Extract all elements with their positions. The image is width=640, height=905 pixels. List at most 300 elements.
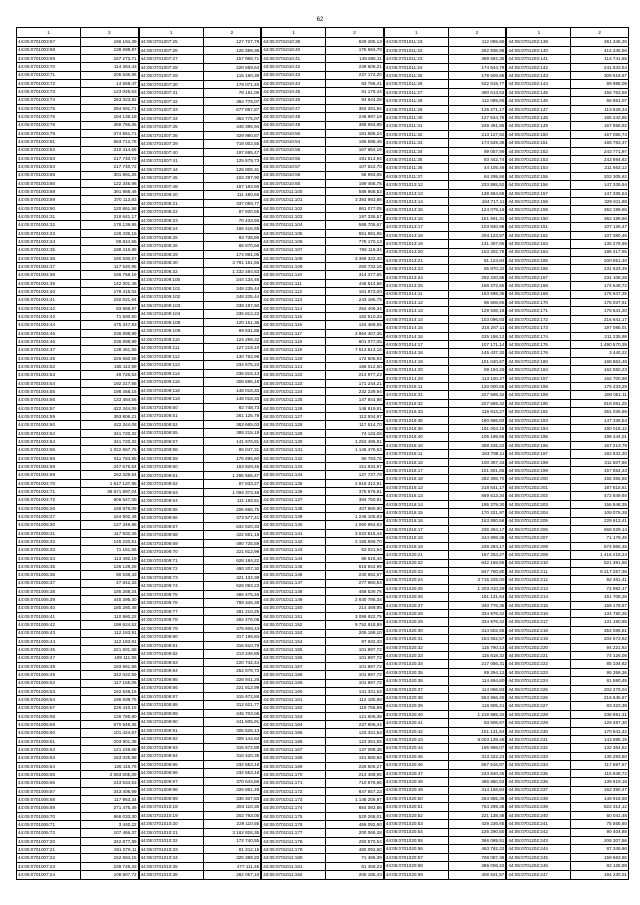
- table-row: [139, 55, 261, 64]
- table-row: [139, 820, 261, 829]
- table-row: [139, 420, 261, 429]
- cadastral-value: 237 906,44: [326, 721, 384, 729]
- cadastral-number: 44:05:0701008:20: [139, 191, 203, 200]
- cadastral-value: 243 186,75: [326, 296, 384, 304]
- table-row: [384, 836, 506, 844]
- cadastral-value: 221 812,99: [203, 548, 261, 557]
- cadastral-value: 206 666,75: [203, 505, 261, 514]
- cadastral-number: 44:05:0701010:44: [262, 79, 326, 87]
- cadastral-value: 354 086,81: [571, 626, 629, 634]
- cadastral-number: 44:05:0701202:217: [507, 618, 571, 626]
- cadastral-value: 103 096,83: [448, 315, 506, 323]
- table-row: [139, 412, 261, 421]
- table-row: [139, 641, 261, 650]
- cadastral-number: 44:05:0701007:34: [139, 114, 203, 123]
- cadastral-value: 103 840,98: [448, 223, 506, 231]
- cadastral-number: 44:05:0701010:49: [262, 121, 326, 129]
- cadastral-number: 44:05:0701011:151: [262, 612, 326, 620]
- cadastral-value: 172 740,55: [203, 837, 261, 846]
- table-row: [262, 729, 384, 737]
- cadastral-number: 44:05:0701016:16: [384, 517, 448, 525]
- cadastral-value: 226 650,56: [81, 354, 139, 362]
- cadastral-value: 205 185,43: [326, 871, 384, 880]
- table-row: [262, 871, 384, 880]
- cadastral-value: 250 732,16: [326, 263, 384, 271]
- table-row: [17, 479, 139, 487]
- cadastral-value: 93 728,86: [203, 233, 261, 242]
- cadastral-number: 44:05:0701004:69: [17, 471, 81, 479]
- table-row: [507, 761, 629, 769]
- cadastral-value: 184 135,18: [81, 113, 139, 121]
- table-row: [17, 204, 139, 212]
- cadastral-value: 232 653,18: [203, 760, 261, 769]
- cadastral-number: 44:05:0701006:64: [17, 762, 81, 770]
- cadastral-value: 801 077,05: [326, 338, 384, 346]
- cadastral-number: 44:05:0701014:18: [384, 349, 448, 357]
- cadastral-value: 241 633,54: [571, 63, 629, 71]
- cadastral-number: 44:05:0701011:105: [262, 229, 326, 237]
- cadastral-value: 182 510,33: [326, 313, 384, 321]
- cadastral-number: 44:05:0701003:71: [17, 71, 81, 79]
- table-row: [507, 240, 629, 248]
- cadastral-value: 191 514,94: [326, 154, 384, 162]
- cadastral-value: 148 018,33: [203, 386, 261, 395]
- cadastral-number: 44:05:0701202:237: [507, 786, 571, 794]
- cadastral-value: 126 336,15: [81, 229, 139, 237]
- cadastral-value: 628 194,22: [203, 556, 261, 565]
- cadastral-number: 44:05:0701202:223: [507, 668, 571, 676]
- cadastral-number: 44:05:0701003:68: [17, 46, 81, 54]
- table-row: [262, 63, 384, 71]
- table-row: [384, 105, 506, 113]
- cadastral-value: 179 071,40: [203, 80, 261, 89]
- cadastral-value: 171 244,21: [326, 379, 384, 387]
- cadastral-number: 44:05:0701202:208: [507, 542, 571, 550]
- cadastral-value: 187 334,27: [448, 551, 506, 559]
- table-row: [262, 479, 384, 487]
- table-row: [507, 206, 629, 214]
- cadastral-value: 159 663,86: [571, 853, 629, 861]
- table-row: [17, 46, 139, 54]
- cadastral-number: 44:05:0701010:36: [139, 871, 203, 880]
- cadastral-number: 44:05:0701004:66: [17, 454, 81, 462]
- cadastral-value: 111 460,56: [203, 191, 261, 200]
- table-block: [16, 27, 139, 880]
- cadastral-number: 44:05:0701011:143: [262, 546, 326, 554]
- cadastral-number: 44:05:0701009:83: [139, 658, 203, 667]
- table-row: [262, 579, 384, 587]
- cadastral-number: 44:05:0701202:140: [507, 46, 571, 54]
- cadastral-number: 44:05:0701011:31: [384, 122, 448, 130]
- table-row: [262, 846, 384, 854]
- cadastral-value: 186 012,50: [326, 363, 384, 371]
- cadastral-value: 3 393 993,86: [326, 196, 384, 204]
- cadastral-number: 44:05:0701007:30: [139, 80, 203, 89]
- cadastral-number: 44:05:0701202:241: [507, 820, 571, 828]
- cadastral-number: 44:05:0701009:94: [139, 752, 203, 761]
- table-row: [17, 404, 139, 412]
- cadastral-value: 174 648,72: [571, 282, 629, 290]
- header-row: [384, 28, 506, 38]
- table-row: [139, 862, 261, 871]
- cadastral-number: 44:05:0701004:34: [17, 238, 81, 246]
- cadastral-number: 44:05:0701202:162: [507, 231, 571, 239]
- cadastral-value: 174 991,05: [203, 250, 261, 259]
- cadastral-number: 44:05:0701202:216: [507, 609, 571, 617]
- cadastral-number: 44:05:0701011:36: [384, 164, 448, 172]
- cadastral-value: 466 880,53: [448, 778, 506, 786]
- cadastral-number: 44:05:0701202:151: [507, 139, 571, 147]
- table-row: [139, 335, 261, 344]
- cadastral-value: 386 006,22: [448, 862, 506, 870]
- cadastral-number: 44:05:0701010:41: [262, 54, 326, 62]
- cadastral-number: 44:05:0701016:15: [384, 509, 448, 517]
- cadastral-number: 44:05:0701020:36: [384, 677, 448, 685]
- table-row: [17, 821, 139, 829]
- table-row: [17, 662, 139, 670]
- cadastral-number: 44:05:0701010:18: [139, 803, 203, 812]
- table-row: [139, 216, 261, 225]
- table-row: [507, 105, 629, 113]
- table-row: [507, 567, 629, 575]
- cadastral-value: 71 151,56: [81, 546, 139, 554]
- cadastral-value: 192 217,66: [81, 379, 139, 387]
- cadastral-value: 95 356,36: [571, 668, 629, 676]
- table-row: [384, 685, 506, 693]
- cadastral-number: 44:05:0701202:202: [507, 492, 571, 500]
- cadastral-value: 131 331,53: [326, 687, 384, 695]
- cadastral-number: 44:05:0701013:18: [384, 231, 448, 239]
- cadastral-value: 124 469,55: [326, 321, 384, 329]
- cadastral-number: 44:05:0701008:26: [139, 242, 203, 251]
- cadastral-value: 226 290,50: [448, 828, 506, 836]
- table-row: [262, 446, 384, 454]
- table-row: [139, 386, 261, 395]
- cadastral-value: 312 621,77: [203, 701, 261, 710]
- cadastral-value: 1 416 216,24: [571, 551, 629, 559]
- table-row: [139, 46, 261, 55]
- table-row: [507, 114, 629, 122]
- cadastral-value: 250 570,54: [326, 837, 384, 845]
- cadastral-value: 472 849,94: [571, 492, 629, 500]
- table-row: [17, 238, 139, 246]
- table-row: [139, 182, 261, 191]
- cadastral-number: 44:05:0701013:20: [384, 248, 448, 256]
- cadastral-value: 114 694,80: [448, 677, 506, 685]
- cadastral-number: 44:05:0701004:38: [17, 271, 81, 279]
- cadastral-number: 44:05:0701013:12: [384, 181, 448, 189]
- cadastral-value: 89 057,99: [448, 147, 506, 155]
- table-row: [17, 163, 139, 171]
- cadastral-number: 44:05:0701202:243: [507, 836, 571, 844]
- cadastral-value: 113 492,19: [81, 554, 139, 562]
- cadastral-value: 341 720,32: [81, 429, 139, 437]
- table-row: [139, 871, 261, 880]
- cadastral-number: 44:05:0701009:70: [139, 548, 203, 557]
- cadastral-number: 44:05:0701004:48: [17, 354, 81, 362]
- cadastral-number: 44:05:0701020:29: [384, 618, 448, 626]
- table-row: [139, 267, 261, 276]
- table-row: [262, 529, 384, 537]
- cadastral-number: 44:05:0701011:147: [262, 579, 326, 587]
- table-row: [17, 746, 139, 754]
- cadastral-number: 44:05:0701004:52: [17, 363, 81, 371]
- cadastral-number: 44:05:0701006:32: [17, 537, 81, 545]
- cadastral-value: 829 285,13: [326, 38, 384, 46]
- cadastral-number: 44:05:0701016:19: [384, 542, 448, 550]
- cadastral-number: 44:05:0701004:71: [17, 487, 81, 495]
- table-row: [507, 198, 629, 206]
- table-row: [17, 729, 139, 737]
- cadastral-number: 44:05:0701020:30: [384, 626, 448, 634]
- table-row: [17, 454, 139, 462]
- cadastral-number: 44:05:0701011:149: [262, 596, 326, 604]
- cadastral-number: 44:05:0701004:44: [17, 321, 81, 329]
- cadastral-number: 44:05:0701011:164: [262, 721, 326, 729]
- table-row: [139, 607, 261, 616]
- table-row: [384, 786, 506, 794]
- table-row: [507, 122, 629, 130]
- table-row: [507, 416, 629, 424]
- cadastral-number: 44:05:0701006:69: [17, 804, 81, 812]
- table-row: [384, 601, 506, 609]
- cadastral-number: 44:05:0701020:59: [384, 870, 448, 879]
- table-row: [262, 71, 384, 79]
- table-row: [384, 97, 506, 105]
- cadastral-number: 44:05:0701006:34: [17, 554, 81, 562]
- cadastral-number: 44:05:0701011:130: [262, 438, 326, 446]
- cadastral-number: 44:05:0701006:54: [17, 696, 81, 704]
- cadastral-number: 44:05:0701202:196: [507, 441, 571, 449]
- table-row: [384, 114, 506, 122]
- cadastral-number: 44:05:0701011:101: [262, 196, 326, 204]
- table-row: [384, 727, 506, 735]
- table-row: [17, 388, 139, 396]
- cadastral-value: 149 918,68: [571, 794, 629, 802]
- table-row: [507, 88, 629, 96]
- cadastral-number: 44:05:0701004:35: [17, 246, 81, 254]
- table-row: [17, 471, 139, 479]
- cadastral-number: 44:05:0701011:154: [262, 637, 326, 645]
- table-row: [17, 704, 139, 712]
- table-row: [262, 562, 384, 570]
- table-row: [139, 361, 261, 370]
- cadastral-value: 126 129,29: [81, 562, 139, 570]
- cadastral-number: 44:05:0701010:35: [139, 862, 203, 871]
- cadastral-value: 217 740,72: [81, 154, 139, 162]
- cadastral-number: 44:05:0701020:56: [384, 845, 448, 853]
- cadastral-number: 44:05:0701004:72: [17, 496, 81, 504]
- table-row: [507, 593, 629, 601]
- cadastral-number: 44:05:0701010:48: [262, 113, 326, 121]
- cadastral-value: 822 314,12: [571, 803, 629, 811]
- cadastral-number: 44:05:0701011:137: [262, 496, 326, 504]
- table-row: [507, 752, 629, 760]
- cadastral-number: 44:05:0701004:42: [17, 304, 81, 312]
- cadastral-number: 44:05:0701202:142: [507, 63, 571, 71]
- table-row: [17, 104, 139, 112]
- cadastral-value: 574 966,45: [571, 542, 629, 550]
- table-row: [139, 760, 261, 769]
- cadastral-number: 44:05:0701011:175: [262, 812, 326, 820]
- cadastral-number: 44:05:0701011:129: [262, 429, 326, 437]
- table-row: [17, 179, 139, 187]
- table-row: [139, 369, 261, 378]
- cadastral-number: 44:05:0701020:34: [384, 660, 448, 668]
- cadastral-number: 44:05:0701202:213: [507, 584, 571, 592]
- cadastral-number: 44:05:0701202:212: [507, 576, 571, 584]
- cadastral-number: 44:05:0701020:27: [384, 601, 448, 609]
- cadastral-value: 361 346,20: [571, 38, 629, 46]
- cadastral-number: 44:05:0701011:23: [384, 55, 448, 63]
- table-row: [507, 332, 629, 340]
- table-row: [384, 181, 506, 189]
- table-row: [507, 685, 629, 693]
- cadastral-value: 765 119,34: [326, 246, 384, 254]
- cadastral-value: 366 069,51: [448, 836, 506, 844]
- cadastral-value: 94 221,62: [571, 643, 629, 651]
- table-row: [262, 54, 384, 62]
- cadastral-number: 44:05:0701006:40: [17, 604, 81, 612]
- cadastral-number: 44:05:0701016:32: [384, 399, 448, 407]
- cadastral-number: 44:05:0701009:85: [139, 675, 203, 684]
- cadastral-value: 310 420,35: [203, 752, 261, 761]
- cadastral-value: 308 144,84: [203, 735, 261, 744]
- table-row: [17, 354, 139, 362]
- cadastral-value: 235 812,22: [203, 310, 261, 319]
- cadastral-value: 305 626,13: [203, 726, 261, 735]
- cadastral-number: 44:05:0701202:159: [507, 206, 571, 214]
- cadastral-value: 520 268,01: [326, 812, 384, 820]
- table-row: [262, 696, 384, 704]
- table-row: [139, 250, 261, 259]
- table-row: [262, 829, 384, 837]
- cadastral-value: 284 110,30: [203, 803, 261, 812]
- table-row: [384, 223, 506, 231]
- table-row: [139, 684, 261, 693]
- table-row: [262, 812, 384, 820]
- cadastral-value: 429 990,87: [203, 131, 261, 140]
- cadastral-value: 325 389,20: [203, 854, 261, 863]
- cadastral-number: 44:05:0701006:49: [17, 671, 81, 679]
- cadastral-value: 188 416,88: [81, 246, 139, 254]
- cadastral-number: 44:05:0701011:152: [262, 621, 326, 629]
- cadastral-value: 227 598,42: [448, 391, 506, 399]
- table-row: [17, 321, 139, 329]
- cadastral-value: 100 397,44: [448, 458, 506, 466]
- cadastral-number: 44:05:0701009:63: [139, 488, 203, 497]
- cadastral-number: 44:05:0701202:160: [507, 214, 571, 222]
- table-row: [507, 660, 629, 668]
- cadastral-number: 44:05:0701202:190: [507, 399, 571, 407]
- cadastral-value: 1 490 570,39: [571, 340, 629, 348]
- cadastral-value: 90 793,76: [326, 454, 384, 462]
- cadastral-value: 156 848,35: [571, 500, 629, 508]
- cadastral-value: 101 040,67: [448, 357, 506, 365]
- cadastral-number: 44:05:0701006:35: [17, 562, 81, 570]
- cadastral-value: 204 123,57: [448, 231, 506, 239]
- table-row: [507, 340, 629, 348]
- cadastral-number: 44:05:0701011:110: [262, 271, 326, 279]
- table-row: [17, 762, 139, 770]
- cadastral-value: 117 514,70: [326, 421, 384, 429]
- cadastral-value: 588 705,67: [326, 221, 384, 229]
- cadastral-number: 44:05:0701009:119: [139, 395, 203, 404]
- table-row: [17, 654, 139, 662]
- cadastral-value: 262 329,64: [81, 471, 139, 479]
- cadastral-value: 197 336,57: [326, 213, 384, 221]
- table-row: [139, 514, 261, 523]
- cadastral-number: 44:05:0701011:178: [262, 837, 326, 845]
- cadastral-number: 44:05:0701202:218: [507, 626, 571, 634]
- cadastral-number: 44:05:0701006:44: [17, 637, 81, 645]
- cadastral-value: 208 051,11: [571, 391, 629, 399]
- cadastral-number: 44:05:0701202:180: [507, 357, 571, 365]
- cadastral-number: 44:05:0701202:149: [507, 122, 571, 130]
- table-row: [384, 399, 506, 407]
- cadastral-number: 44:05:0701004:33: [17, 229, 81, 237]
- cadastral-value: 261 125,78: [203, 412, 261, 421]
- cadastral-number: 44:05:0701009:77: [139, 607, 203, 616]
- table-row: [507, 643, 629, 651]
- table-row: [384, 172, 506, 180]
- cadastral-value: 216 641,17: [571, 315, 629, 323]
- cadastral-number: 44:05:0701202:220: [507, 643, 571, 651]
- table-row: [262, 79, 384, 87]
- cadastral-number: 44:05:0701009:67: [139, 522, 203, 531]
- cadastral-value: 243 840,46: [448, 769, 506, 777]
- table-row: [384, 525, 506, 533]
- table-row: [139, 743, 261, 752]
- table-row: [262, 554, 384, 562]
- cadastral-number: 44:05:0701006:42: [17, 621, 81, 629]
- cadastral-number: 44:05:0701202:165: [507, 256, 571, 264]
- cadastral-value: 53 021,64: [326, 546, 384, 554]
- cadastral-value: 475 347,83: [81, 321, 139, 329]
- cadastral-number: 44:05:0701020:37: [384, 685, 448, 693]
- cadastral-value: 163 880,56: [448, 517, 506, 525]
- cadastral-value: 309 516,67: [571, 71, 629, 79]
- cadastral-value: 263 323,82: [81, 96, 139, 104]
- table-row: [139, 667, 261, 676]
- cadastral-value: 114 741,65: [571, 55, 629, 63]
- cadastral-value: 789 345,38: [203, 599, 261, 608]
- cadastral-number: 44:05:0701016:31: [384, 391, 448, 399]
- cadastral-number: 44:05:0701006:47: [17, 654, 81, 662]
- cadastral-number: 44:05:0701009:80: [139, 633, 203, 642]
- cadastral-number: 44:05:0701016:11: [384, 383, 448, 391]
- cadastral-value: 330 407,83: [203, 794, 261, 803]
- table-row: [507, 156, 629, 164]
- cadastral-value: 127 634,76: [448, 114, 506, 122]
- cadastral-value: 86 516,44: [326, 554, 384, 562]
- cadastral-value: 107 380,46: [571, 231, 629, 239]
- cadastral-value: 198 458,16: [81, 388, 139, 396]
- cadastral-number: 44:05:0701202:233: [507, 752, 571, 760]
- cadastral-value: 143 886,19: [571, 736, 629, 744]
- cadastral-number: 44:05:0701004:55: [17, 388, 81, 396]
- table-row: [262, 179, 384, 187]
- cadastral-number: 44:05:0701020:47: [384, 769, 448, 777]
- table-row: [262, 621, 384, 629]
- cadastral-number: 44:05:0701009:78: [139, 616, 203, 625]
- table-row: [507, 265, 629, 273]
- table-row: [384, 559, 506, 567]
- cadastral-number: 44:05:0701202:153: [507, 156, 571, 164]
- cadastral-number: 44:05:0701011:158: [262, 671, 326, 679]
- cadastral-number: 44:05:0701009:109: [139, 327, 203, 336]
- cadastral-value: 414 158,94: [448, 786, 506, 794]
